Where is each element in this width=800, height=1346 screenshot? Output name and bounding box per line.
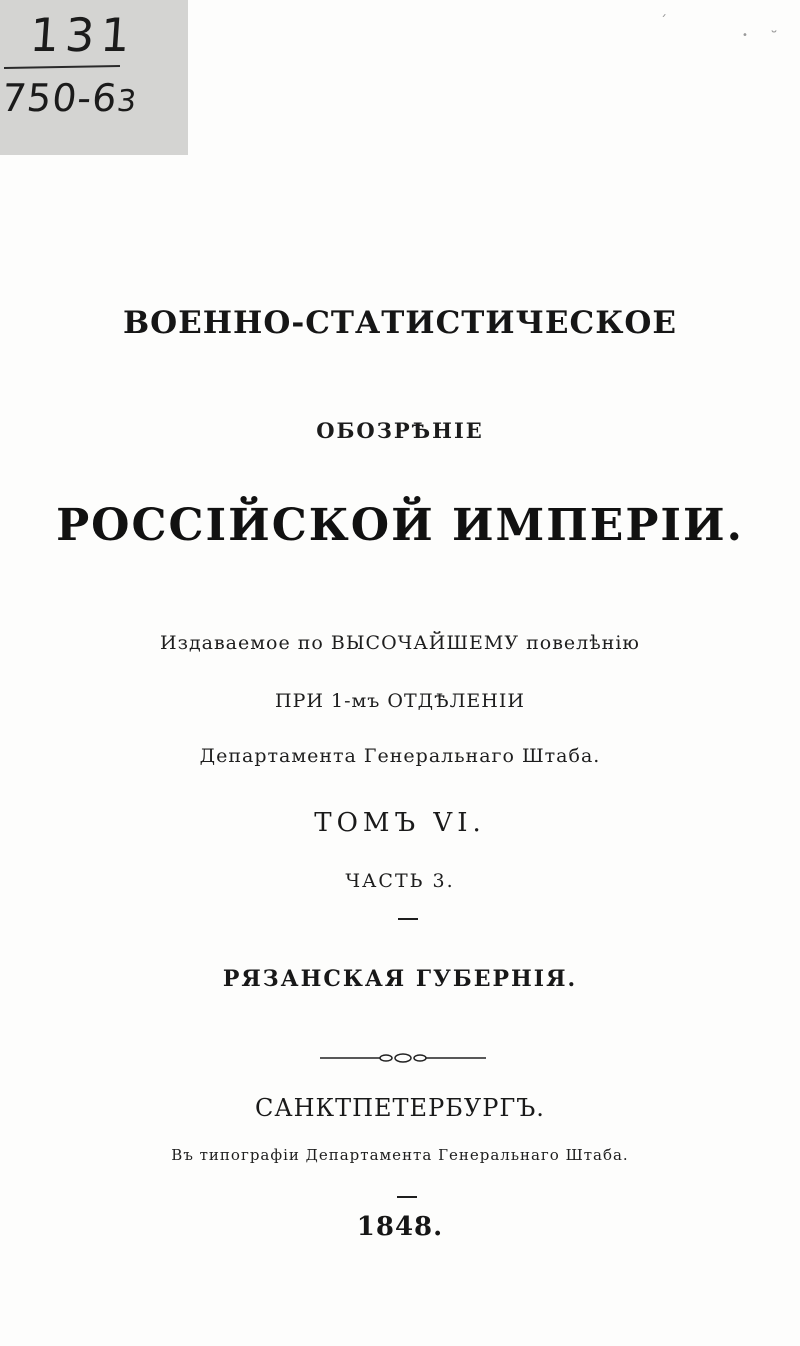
imprint-printer: Въ типографіи Департамента Генеральнаго Штаба. <box>171 1146 629 1164</box>
scan-speck: ˊ <box>660 14 667 30</box>
ornamental-rule-icon <box>320 1048 486 1068</box>
subtitle-published-by-command: Издаваемое по ВЫСОЧАЙШЕМУ повелѣнію <box>160 632 640 654</box>
volume-number: ТОМЪ VI. <box>314 808 486 838</box>
library-stamp <box>0 0 188 155</box>
imprint-city: САНКТПЕТЕРБУРГЪ. <box>255 1094 545 1122</box>
title-line-russian-empire: РОССІЙСКОЙ ИМПЕРІИ. <box>56 500 744 551</box>
stamp-divider <box>4 65 120 69</box>
part-number: ЧАСТЬ 3. <box>345 870 455 892</box>
title-line-review: ОБОЗРѢНІЕ <box>316 418 484 443</box>
subtitle-general-staff: Департамента Генеральнаго Штаба. <box>199 745 601 767</box>
short-rule <box>398 918 418 920</box>
scan-speck: ˘ <box>770 28 778 47</box>
stamp-call-number-main: 750-6 <box>0 76 120 120</box>
stamp-call-number <box>0 76 140 120</box>
scan-speck: • <box>742 30 748 41</box>
province-name: РЯЗАНСКАЯ ГУБЕРНІЯ. <box>222 966 578 992</box>
imprint-year: 1848. <box>356 1212 444 1242</box>
short-rule <box>397 1196 417 1198</box>
stamp-call-number-suffix: 3 <box>115 84 139 119</box>
subtitle-first-department: ПРИ 1-мъ ОТДѢЛЕНІИ <box>275 690 525 712</box>
title-line-military-statistical: ВОЕННО-СТАТИСТИЧЕСКОЕ <box>122 305 678 341</box>
stamp-shelf-number: 131 <box>28 8 138 62</box>
